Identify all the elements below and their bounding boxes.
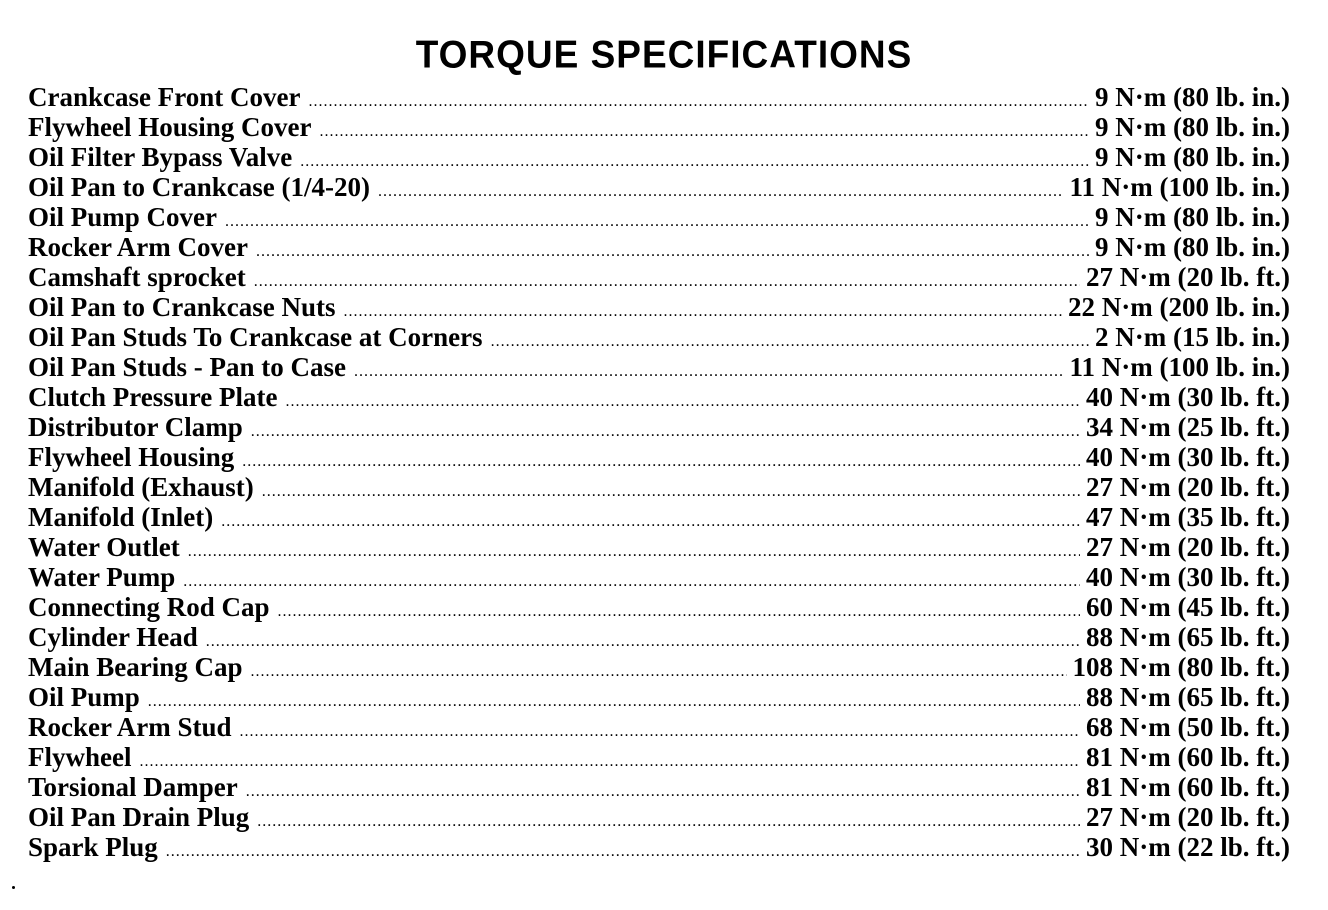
dot-leader — [148, 687, 1080, 717]
spec-name: Cylinder Head — [28, 622, 198, 652]
spec-name: Flywheel — [28, 742, 132, 772]
spec-row — [28, 202, 1290, 232]
spec-value: 9 N·m (80 lb. in.) — [1094, 232, 1290, 262]
dot-leader — [278, 597, 1080, 627]
spec-value: 22 N·m (200 lb. in.) — [1067, 292, 1290, 322]
spec-value: 68 N·m (50 lb. ft.) — [1086, 712, 1290, 742]
dot-leader — [256, 237, 1089, 267]
spec-value: 9 N·m (80 lb. in.) — [1094, 202, 1290, 232]
spec-row — [28, 352, 1290, 382]
spec-value: 47 N·m (35 lb. ft.) — [1086, 502, 1290, 532]
dot-leader — [251, 417, 1080, 447]
spec-row — [28, 322, 1290, 352]
spec-name: Rocker Arm Stud — [28, 712, 232, 742]
spec-value: 40 N·m (30 lb. ft.) — [1086, 442, 1290, 472]
spec-name: Oil Pan Studs - Pan to Case — [28, 352, 347, 382]
spec-name: Manifold (Exhaust) — [28, 472, 254, 502]
scan-speck — [12, 886, 15, 889]
spec-row — [28, 262, 1290, 292]
spec-value: 27 N·m (20 lb. ft.) — [1086, 472, 1290, 502]
dot-leader — [254, 267, 1080, 297]
spec-value: 81 N·m (60 lb. ft.) — [1086, 742, 1290, 772]
dot-leader — [188, 537, 1080, 567]
dot-leader — [240, 717, 1081, 747]
dot-leader — [308, 87, 1089, 117]
spec-value: 81 N·m (60 lb. ft.) — [1086, 772, 1290, 802]
spec-row — [28, 832, 1290, 862]
spec-name: Camshaft sprocket — [28, 262, 246, 292]
spec-value: 40 N·m (30 lb. ft.) — [1086, 562, 1290, 592]
spec-name: Manifold (Inlet) — [28, 502, 214, 532]
spec-name: Main Bearing Cap — [28, 652, 243, 682]
spec-name: Oil Pan Studs To Crankcase at Corners — [28, 322, 483, 352]
spec-value: 40 N·m (30 lb. ft.) — [1086, 382, 1290, 412]
spec-name: Oil Filter Bypass Valve — [28, 142, 293, 172]
spec-value: 27 N·m (20 lb. ft.) — [1086, 262, 1290, 292]
dot-leader — [206, 627, 1080, 657]
spec-row — [28, 172, 1290, 202]
spec-row — [28, 502, 1290, 532]
spec-name: Oil Pump Cover — [28, 202, 217, 232]
dot-leader — [262, 477, 1080, 507]
spec-name: Connecting Rod Cap — [28, 592, 270, 622]
spec-value: 11 N·m (100 lb. in.) — [1069, 172, 1290, 202]
spec-value: 108 N·m (80 lb. ft.) — [1072, 652, 1290, 682]
spec-row — [28, 112, 1290, 142]
dot-leader — [166, 837, 1080, 867]
spec-name: Crankcase Front Cover — [28, 82, 301, 112]
page-title: TORQUE SPECIFICATIONS — [415, 32, 913, 76]
spec-row — [28, 532, 1290, 562]
spec-value: 88 N·m (65 lb. ft.) — [1086, 682, 1290, 712]
spec-name: Oil Pan to Crankcase Nuts — [28, 292, 336, 322]
spec-row — [28, 622, 1290, 652]
spec-row — [28, 82, 1290, 112]
torque-spec-list — [28, 82, 1290, 862]
spec-row — [28, 802, 1290, 832]
spec-row — [28, 412, 1290, 442]
spec-value: 9 N·m (80 lb. in.) — [1094, 82, 1290, 112]
dot-leader — [225, 207, 1089, 237]
dot-leader — [320, 117, 1089, 147]
dot-leader — [354, 357, 1063, 387]
dot-leader — [378, 177, 1063, 207]
dot-leader — [221, 507, 1080, 537]
spec-value: 27 N·m (20 lb. ft.) — [1086, 802, 1290, 832]
spec-value: 27 N·m (20 lb. ft.) — [1086, 532, 1290, 562]
spec-row — [28, 472, 1290, 502]
spec-value: 2 N·m (15 lb. in.) — [1094, 322, 1290, 352]
spec-name: Flywheel Housing — [28, 442, 235, 472]
spec-row — [28, 592, 1290, 622]
spec-name: Flywheel Housing Cover — [28, 112, 312, 142]
dot-leader — [242, 447, 1080, 477]
spec-value: 88 N·m (65 lb. ft.) — [1086, 622, 1290, 652]
dot-leader — [285, 387, 1080, 417]
spec-value: 11 N·m (100 lb. in.) — [1069, 352, 1290, 382]
dot-leader — [491, 327, 1089, 357]
spec-row — [28, 742, 1290, 772]
spec-value: 9 N·m (80 lb. in.) — [1094, 112, 1290, 142]
spec-row — [28, 142, 1290, 172]
dot-leader — [257, 807, 1080, 837]
dot-leader — [300, 147, 1089, 177]
dot-leader — [183, 567, 1080, 597]
spec-row — [28, 292, 1290, 322]
spec-name: Rocker Arm Cover — [28, 232, 248, 262]
spec-value: 9 N·m (80 lb. in.) — [1094, 142, 1290, 172]
spec-row — [28, 772, 1290, 802]
spec-name: Clutch Pressure Plate — [28, 382, 278, 412]
spec-name: Torsional Damper — [28, 772, 238, 802]
spec-row — [28, 652, 1290, 682]
dot-leader — [251, 657, 1067, 687]
spec-row — [28, 232, 1290, 262]
spec-name: Oil Pan to Crankcase (1/4-20) — [28, 172, 370, 202]
dot-leader — [139, 747, 1080, 777]
spec-value: 30 N·m (22 lb. ft.) — [1086, 832, 1290, 862]
spec-name: Water Pump — [28, 562, 176, 592]
dot-leader — [246, 777, 1080, 807]
spec-row — [28, 442, 1290, 472]
spec-row — [28, 382, 1290, 412]
spec-name: Water Outlet — [28, 532, 180, 562]
spec-row — [28, 562, 1290, 592]
spec-value: 34 N·m (25 lb. ft.) — [1086, 412, 1290, 442]
spec-row — [28, 712, 1290, 742]
spec-name: Distributor Clamp — [28, 412, 243, 442]
spec-value: 60 N·m (45 lb. ft.) — [1086, 592, 1290, 622]
spec-name: Oil Pump — [28, 682, 140, 712]
spec-name: Oil Pan Drain Plug — [28, 802, 250, 832]
spec-name: Spark Plug — [28, 832, 158, 862]
spec-row — [28, 682, 1290, 712]
